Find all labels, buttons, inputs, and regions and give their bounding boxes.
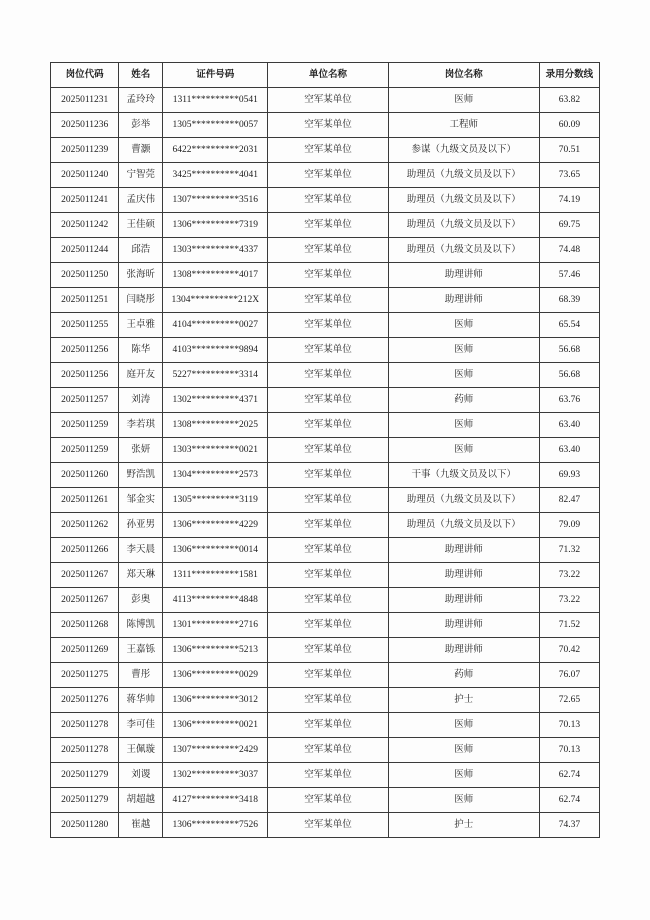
table-cell: 空军某单位: [268, 113, 388, 138]
table-row: [51, 538, 600, 563]
table-cell: 73.22: [539, 588, 599, 613]
table-cell: 宁智莞: [119, 163, 163, 188]
table-cell: 1304**********2573: [163, 463, 268, 488]
table-cell: 参谋（九级文员及以下）: [388, 138, 539, 163]
table-cell: 助理员（九级文员及以下）: [388, 163, 539, 188]
table-cell: 空军某单位: [268, 238, 388, 263]
table-cell: 71.32: [539, 538, 599, 563]
table-row: [51, 613, 600, 638]
table-cell: 72.65: [539, 688, 599, 713]
table-body: [51, 88, 600, 838]
table-cell: 孙亚男: [119, 513, 163, 538]
table-cell: 曹灏: [119, 138, 163, 163]
table-cell: 李天晨: [119, 538, 163, 563]
table-cell: 1301**********2716: [163, 613, 268, 638]
table-cell: 1302**********4371: [163, 388, 268, 413]
table-cell: 74.19: [539, 188, 599, 213]
table-cell: 陈华: [119, 338, 163, 363]
table-cell: 82.47: [539, 488, 599, 513]
table-cell: 2025011276: [51, 688, 119, 713]
table-cell: 孟庆伟: [119, 188, 163, 213]
table-cell: 空军某单位: [268, 138, 388, 163]
column-header-5: 录用分数线: [539, 63, 599, 88]
table-cell: 助理员（九级文员及以下）: [388, 213, 539, 238]
table-cell: 空军某单位: [268, 813, 388, 838]
table-cell: 4103**********9894: [163, 338, 268, 363]
column-header-3: 单位名称: [268, 63, 388, 88]
table-cell: 73.22: [539, 563, 599, 588]
table-cell: 空军某单位: [268, 363, 388, 388]
table-row: [51, 388, 600, 413]
table-cell: 空军某单位: [268, 213, 388, 238]
table-cell: 1306**********0021: [163, 713, 268, 738]
table-cell: 医师: [388, 313, 539, 338]
table-cell: 蒋华帅: [119, 688, 163, 713]
table-cell: 医师: [388, 788, 539, 813]
table-cell: 2025011280: [51, 813, 119, 838]
table-cell: 空军某单位: [268, 413, 388, 438]
table-cell: 2025011259: [51, 413, 119, 438]
table-cell: 空军某单位: [268, 438, 388, 463]
table-cell: 68.39: [539, 288, 599, 313]
table-cell: 69.75: [539, 213, 599, 238]
table-cell: 助理讲师: [388, 588, 539, 613]
table-cell: 2025011278: [51, 713, 119, 738]
table-cell: 药师: [388, 663, 539, 688]
table-cell: 刘谡: [119, 763, 163, 788]
table-row: [51, 813, 600, 838]
table-cell: 空军某单位: [268, 88, 388, 113]
table-cell: 1303**********0021: [163, 438, 268, 463]
table-cell: 2025011261: [51, 488, 119, 513]
table-cell: 空军某单位: [268, 263, 388, 288]
table-cell: 医师: [388, 88, 539, 113]
table-row: [51, 213, 600, 238]
table-cell: 1311**********0541: [163, 88, 268, 113]
table-cell: 60.09: [539, 113, 599, 138]
table-cell: 63.40: [539, 438, 599, 463]
table-cell: 1311**********1581: [163, 563, 268, 588]
table-cell: 助理讲师: [388, 538, 539, 563]
table-cell: 6422**********2031: [163, 138, 268, 163]
table-cell: 79.09: [539, 513, 599, 538]
table-row: [51, 313, 600, 338]
table-cell: 1306**********3012: [163, 688, 268, 713]
table-cell: 1306**********4229: [163, 513, 268, 538]
table-cell: 1306**********7319: [163, 213, 268, 238]
table-row: [51, 763, 600, 788]
table-cell: 李可佳: [119, 713, 163, 738]
table-cell: 空军某单位: [268, 713, 388, 738]
table-cell: 76.07: [539, 663, 599, 688]
table-cell: 2025011236: [51, 113, 119, 138]
table-cell: 2025011279: [51, 788, 119, 813]
table-row: [51, 588, 600, 613]
table-row: [51, 438, 600, 463]
table-row: [51, 263, 600, 288]
table-cell: 空军某单位: [268, 388, 388, 413]
table-row: [51, 463, 600, 488]
table-cell: 74.37: [539, 813, 599, 838]
table-row: [51, 338, 600, 363]
table-cell: 2025011275: [51, 663, 119, 688]
table-cell: 刘涛: [119, 388, 163, 413]
table-cell: 63.82: [539, 88, 599, 113]
table-row: [51, 688, 600, 713]
table-cell: 空军某单位: [268, 688, 388, 713]
column-header-0: 岗位代码: [51, 63, 119, 88]
table-cell: 王嘉铄: [119, 638, 163, 663]
table-cell: 1307**********3516: [163, 188, 268, 213]
table-row: [51, 563, 600, 588]
table-cell: 62.74: [539, 788, 599, 813]
table-row: [51, 138, 600, 163]
table-cell: 助理讲师: [388, 638, 539, 663]
table-cell: 4113**********4848: [163, 588, 268, 613]
table-cell: 2025011244: [51, 238, 119, 263]
table-cell: 1303**********4337: [163, 238, 268, 263]
table-cell: 4127**********3418: [163, 788, 268, 813]
table-cell: 65.54: [539, 313, 599, 338]
table-cell: 1306**********0014: [163, 538, 268, 563]
table-cell: 1306**********7526: [163, 813, 268, 838]
table-cell: 护士: [388, 813, 539, 838]
table-cell: 助理讲师: [388, 563, 539, 588]
table-cell: 2025011250: [51, 263, 119, 288]
table-cell: 74.48: [539, 238, 599, 263]
table-cell: 1305**********3119: [163, 488, 268, 513]
table-cell: 助理员（九级文员及以下）: [388, 513, 539, 538]
table-cell: 2025011241: [51, 188, 119, 213]
table-cell: 56.68: [539, 363, 599, 388]
table-cell: 63.40: [539, 413, 599, 438]
table-cell: 陈博凯: [119, 613, 163, 638]
table-row: [51, 788, 600, 813]
table-cell: 王佩璇: [119, 738, 163, 763]
table-row: [51, 638, 600, 663]
table-cell: 空军某单位: [268, 538, 388, 563]
table-cell: 空军某单位: [268, 288, 388, 313]
table-cell: 工程师: [388, 113, 539, 138]
table-cell: 助理讲师: [388, 613, 539, 638]
table-cell: 73.65: [539, 163, 599, 188]
table-cell: 医师: [388, 763, 539, 788]
table-header: [51, 63, 600, 88]
table-cell: 空军某单位: [268, 788, 388, 813]
table-cell: 70.13: [539, 713, 599, 738]
table-cell: 2025011259: [51, 438, 119, 463]
table-row: [51, 238, 600, 263]
table-cell: 空军某单位: [268, 613, 388, 638]
table-cell: 1306**********5213: [163, 638, 268, 663]
table-cell: 空军某单位: [268, 588, 388, 613]
table-cell: 医师: [388, 713, 539, 738]
table-cell: 空军某单位: [268, 638, 388, 663]
table-row: [51, 713, 600, 738]
admission-score-table: [50, 62, 600, 838]
table-cell: 张海昕: [119, 263, 163, 288]
table-cell: 助理员（九级文员及以下）: [388, 238, 539, 263]
table-cell: 医师: [388, 738, 539, 763]
table-cell: 1308**********4017: [163, 263, 268, 288]
table-cell: 2025011262: [51, 513, 119, 538]
table-cell: 医师: [388, 363, 539, 388]
table-cell: 彭举: [119, 113, 163, 138]
table-cell: 2025011260: [51, 463, 119, 488]
table-cell: 69.93: [539, 463, 599, 488]
table-cell: 2025011239: [51, 138, 119, 163]
table-cell: 2025011231: [51, 88, 119, 113]
table-cell: 5227**********3314: [163, 363, 268, 388]
table-row: [51, 288, 600, 313]
table-cell: 63.76: [539, 388, 599, 413]
table-cell: 2025011268: [51, 613, 119, 638]
table-row: [51, 738, 600, 763]
table-cell: 2025011266: [51, 538, 119, 563]
table-cell: 空军某单位: [268, 488, 388, 513]
table-cell: 助理员（九级文员及以下）: [388, 488, 539, 513]
table-cell: 1305**********0057: [163, 113, 268, 138]
table-cell: 2025011256: [51, 338, 119, 363]
table-row: [51, 88, 600, 113]
table-cell: 助理讲师: [388, 263, 539, 288]
table-row: [51, 113, 600, 138]
table-cell: 空军某单位: [268, 563, 388, 588]
table-cell: 干事（九级文员及以下）: [388, 463, 539, 488]
table-cell: 彭奥: [119, 588, 163, 613]
table-cell: 野浩凯: [119, 463, 163, 488]
table-cell: 空军某单位: [268, 763, 388, 788]
table-cell: 空军某单位: [268, 163, 388, 188]
table-cell: 2025011267: [51, 588, 119, 613]
table-cell: 助理员（九级文员及以下）: [388, 188, 539, 213]
table-row: [51, 663, 600, 688]
table-cell: 医师: [388, 413, 539, 438]
table-cell: 空军某单位: [268, 663, 388, 688]
table-cell: 李若琪: [119, 413, 163, 438]
table-cell: 2025011278: [51, 738, 119, 763]
table-cell: 1304**********212X: [163, 288, 268, 313]
table-cell: 张妍: [119, 438, 163, 463]
table-row: [51, 413, 600, 438]
table-cell: 2025011240: [51, 163, 119, 188]
column-header-4: 岗位名称: [388, 63, 539, 88]
table-cell: 邱浩: [119, 238, 163, 263]
table-cell: 2025011256: [51, 363, 119, 388]
table-cell: 邹金实: [119, 488, 163, 513]
table-cell: 郑天琳: [119, 563, 163, 588]
table-cell: 71.52: [539, 613, 599, 638]
table-cell: 56.68: [539, 338, 599, 363]
table-cell: 2025011279: [51, 763, 119, 788]
table-cell: 药师: [388, 388, 539, 413]
column-header-2: 证件号码: [163, 63, 268, 88]
table-cell: 空军某单位: [268, 338, 388, 363]
table-cell: 62.74: [539, 763, 599, 788]
table-cell: 3425**********4041: [163, 163, 268, 188]
table-cell: 70.42: [539, 638, 599, 663]
table-cell: 2025011267: [51, 563, 119, 588]
table-cell: 助理讲师: [388, 288, 539, 313]
table-cell: 1302**********3037: [163, 763, 268, 788]
table-cell: 护士: [388, 688, 539, 713]
table-cell: 1306**********0029: [163, 663, 268, 688]
table-row: [51, 513, 600, 538]
table-cell: 空军某单位: [268, 738, 388, 763]
table-cell: 王卓雅: [119, 313, 163, 338]
table-cell: 2025011257: [51, 388, 119, 413]
table-cell: 2025011251: [51, 288, 119, 313]
table-header-row: [51, 63, 600, 88]
table-cell: 医师: [388, 338, 539, 363]
table-cell: 1308**********2025: [163, 413, 268, 438]
column-header-1: 姓名: [119, 63, 163, 88]
table-cell: 空军某单位: [268, 313, 388, 338]
table-cell: 2025011255: [51, 313, 119, 338]
table-row: [51, 163, 600, 188]
table-cell: 2025011242: [51, 213, 119, 238]
table-cell: 70.51: [539, 138, 599, 163]
table-cell: 崔越: [119, 813, 163, 838]
table-cell: 医师: [388, 438, 539, 463]
table-cell: 空军某单位: [268, 188, 388, 213]
table-cell: 庭开友: [119, 363, 163, 388]
table-row: [51, 488, 600, 513]
table-cell: 空军某单位: [268, 463, 388, 488]
table-cell: 57.46: [539, 263, 599, 288]
table-cell: 空军某单位: [268, 513, 388, 538]
table-cell: 闫晓彤: [119, 288, 163, 313]
table-row: [51, 363, 600, 388]
table-cell: 曹彤: [119, 663, 163, 688]
table-cell: 孟玲玲: [119, 88, 163, 113]
table-cell: 4104**********0027: [163, 313, 268, 338]
table-cell: 王佳硕: [119, 213, 163, 238]
table-cell: 70.13: [539, 738, 599, 763]
table-cell: 1307**********2429: [163, 738, 268, 763]
table-cell: 2025011269: [51, 638, 119, 663]
table-row: [51, 188, 600, 213]
table-cell: 胡超越: [119, 788, 163, 813]
